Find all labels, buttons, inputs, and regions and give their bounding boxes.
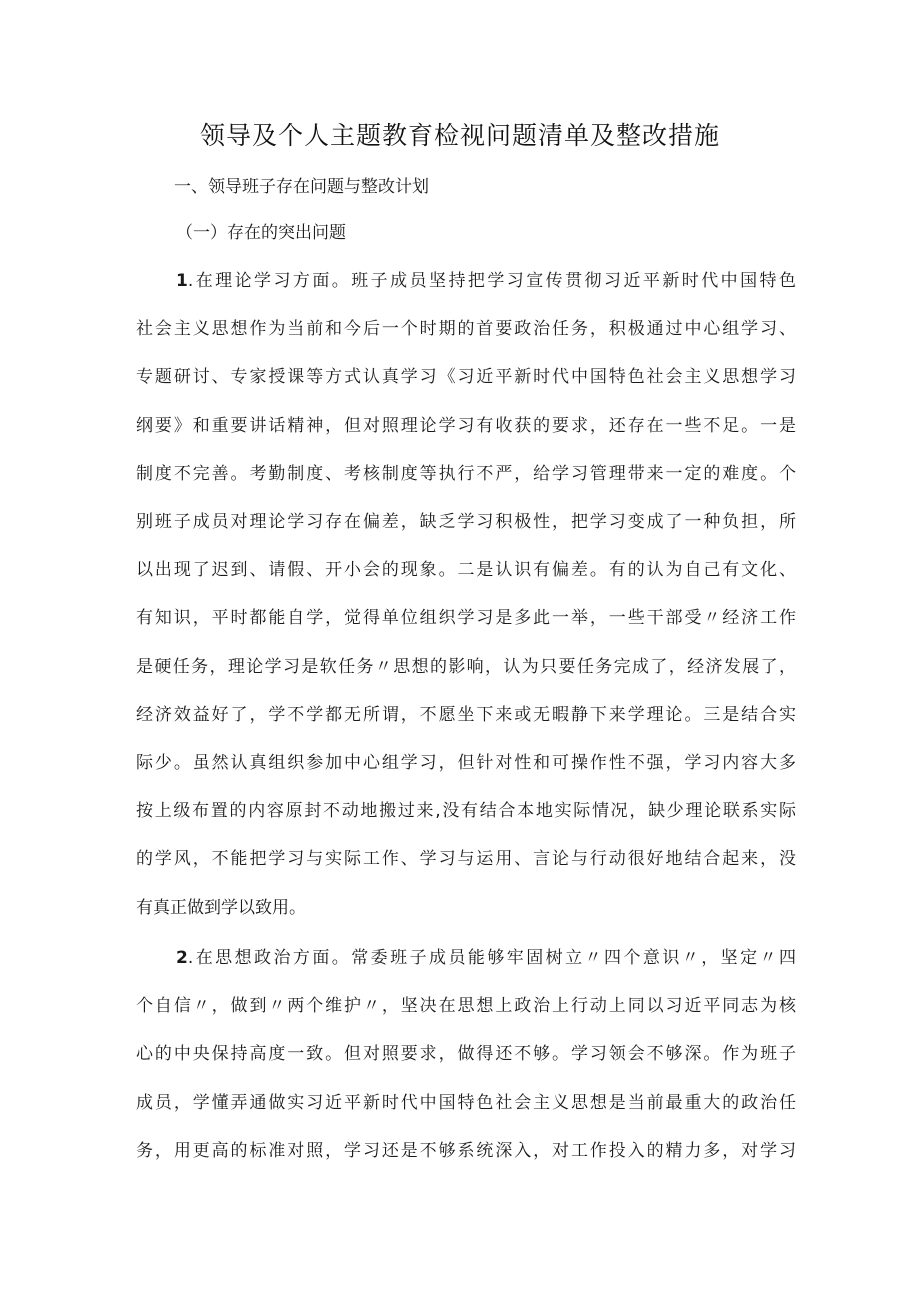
paragraph-theory-study [136,257,796,932]
item-number: 2 [176,948,188,968]
paragraph-line: 别班子成员对理论学习存在偏差，缺乏学习积极性，把学习变成了一种负担，所 [136,512,796,533]
subsection-heading: （一）存在的突出问题 [176,223,346,243]
paragraph-line: 个自信〃，做到〃两个维护〃，坚决在思想上政治上行动上同以习近平同志为核 [136,996,796,1017]
paragraph-line: 按上级布置的内容原封不动地搬过来,没有结合本地实际情况，缺少理论联系实际 [136,801,796,822]
paragraph-line: 经济效益好了，学不学都无所谓，不愿坐下来或无暇静下来学理论。三是结合实 [136,704,796,725]
paragraph-line: 有真正做到学以致用。 [136,897,306,918]
paragraph-line: 心的中央保持高度一致。但对照要求，做得还不够。学习领会不够深。作为班子 [136,1044,796,1065]
paragraph-line: 有知识，平时都能自学，觉得单位组织学习是多此一举，一些干部受〃经济工作 [136,608,796,629]
paragraph-line: 纲要》和重要讲话精神，但对照理论学习有收获的要求，还存在一些不足。一是 [136,415,796,436]
paragraph-line: 制度不完善。考勤制度、考核制度等执行不严，给学习管理带来一定的难度。个 [136,463,796,484]
paragraph-political-thought [136,934,796,1175]
item-number: 1 [176,271,188,291]
paragraph-line: 务，用更高的标准对照，学习还是不够系统深入，对工作投入的精力多，对学习 [136,1140,796,1161]
paragraph-line: 专题研讨、专家授课等方式认真学习《习近平新时代中国特色社会主义思想学习 [136,367,796,388]
paragraph-line: 1.在理论学习方面。班子成员坚持把学习宣传贯彻习近平新时代中国特色 [176,271,796,291]
section-heading: 一、领导班子存在问题与整改计划 [174,177,429,197]
paragraph-line: 以出现了迟到、请假、开小会的现象。二是认识有偏差。有的认为自己有文化、 [136,560,796,581]
paragraph-line: 社会主义思想作为当前和今后一个时期的首要政治任务，积极通过中心组学习、 [136,319,796,340]
paragraph-line: 2.在思想政治方面。常委班子成员能够牢固树立〃四个意识〃，坚定〃四 [176,948,796,968]
paragraph-line: 的学风，不能把学习与实际工作、学习与运用、言论与行动很好地结合起来，没 [136,849,796,870]
paragraph-line: 是硬任务，理论学习是软任务〃思想的影响，认为只要任务完成了，经济发展了， [136,656,796,677]
paragraph-line: 际少。虽然认真组织参加中心组学习，但针对性和可操作性不强，学习内容大多 [136,753,796,774]
document-title: 领导及个人主题教育检视问题清单及整改措施 [199,121,720,150]
paragraph-line: 成员，学懂弄通做实习近平新时代中国特色社会主义思想是当前最重大的政治任 [136,1092,796,1113]
